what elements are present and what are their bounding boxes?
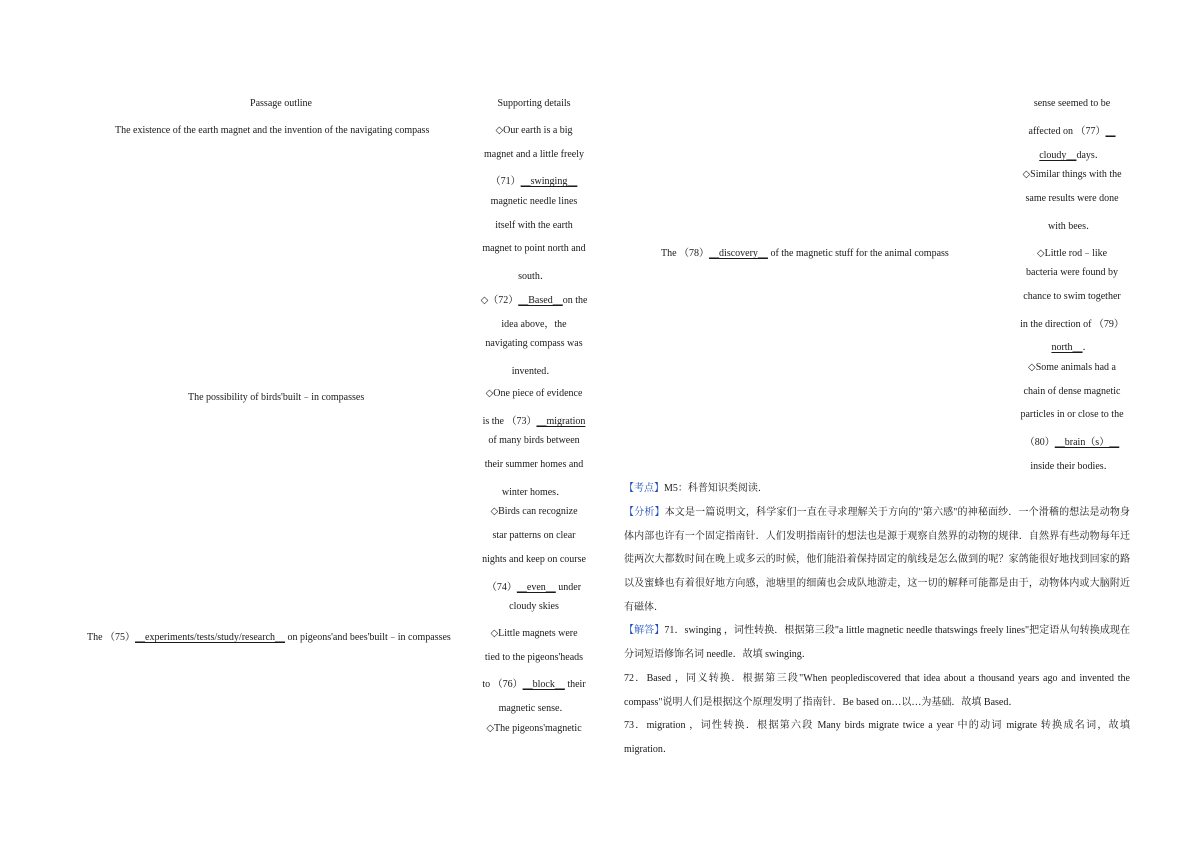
- jieda-tag: 【解答】: [624, 625, 665, 636]
- detail-line: tied to the pigeons'heads: [484, 652, 584, 663]
- answer-73: __migration: [536, 416, 586, 427]
- detail-line-74: （74）__even__ under: [486, 582, 582, 593]
- detail-line-73: is the （73）__migration: [482, 416, 586, 427]
- detail-line: winter homes．: [501, 487, 567, 498]
- answer-74: __even__: [516, 582, 556, 593]
- answer-76: __block__: [522, 679, 565, 690]
- detail-line: their summer homes and: [484, 459, 584, 470]
- jieda-section: 【解答】71．swinging ，词性转换．根据第三段"a little magnetic needle thatswings freely lines"把定语从句转换成现在分词短语修饰名词 needle．故填 swinging．: [624, 625, 1131, 660]
- detail-line: magnet and a little freely: [484, 149, 584, 160]
- answer-72: __Based__: [518, 295, 563, 306]
- outline-row-2: The possibility of birds'built﹣in compasses: [188, 392, 365, 403]
- detail-line-71: （71）__swinging__: [490, 176, 578, 187]
- detail-line: navigating compass was: [485, 338, 583, 349]
- detail-line: ◇Birds can recognize: [490, 506, 578, 517]
- answer-75: __experiments/tests/study/research__: [135, 632, 286, 643]
- detail-line: ◇Our earth is a big: [495, 125, 573, 136]
- detail-line: ◇Similar things with the: [1022, 169, 1122, 180]
- outline-row-3: The （75）__experiments/tests/study/research__ on pigeons'and bees'built﹣in compasses: [87, 632, 451, 643]
- detail-line: in the direction of （79）: [1020, 319, 1124, 330]
- detail-line-77b: cloudy__days．: [1039, 150, 1105, 161]
- detail-line: sense seemed to be: [1033, 98, 1111, 109]
- detail-line: ◇The pigeons'magnetic: [486, 723, 582, 734]
- answer-71: __swinging__: [520, 176, 578, 187]
- detail-line: chain of dense magnetic: [1023, 386, 1121, 397]
- detail-line: invented．: [511, 366, 557, 377]
- header-supporting-details: Supporting details: [497, 98, 571, 109]
- outline-row-4: The （78）__discovery__ of the magnetic stuff for the animal compass: [661, 248, 949, 259]
- detail-line: ◇Some animals had a: [1028, 362, 1116, 373]
- detail-line: ◇Little magnets were: [490, 628, 578, 639]
- kaodian-tag: 【考点】: [624, 483, 664, 494]
- detail-line-79: north__．: [1051, 342, 1093, 353]
- header-passage-outline: Passage outline: [250, 98, 312, 109]
- detail-line-72: ◇（72）__Based__on the: [480, 295, 588, 306]
- detail-line: ◇One piece of evidence: [485, 388, 583, 399]
- detail-line: bacteria were found by: [1026, 267, 1118, 278]
- fenxi-section: 【分析】本文是一篇说明文，科学家们一直在寻求理解关于方向的"第六感"的神秘面纱．一个滑稽的想法是动物身体内部也许有一个固定指南针．人们发明指南针的想法也是源于观察自然界的动物的规律．自然界有些动物每年迁徙两次大都数时间在晚上或多云的时候，他们能沿着保持固定的航线是怎么做到的呢？家鸽能很好地找到回家的路以及蜜蜂也有着很好地方向感，池塘里的细菌也会成队地游走，这一切的解释可能都是由于，动物体内或大脑附近有磁体．: [624, 507, 1131, 613]
- answer-77-cont: cloudy__: [1039, 150, 1077, 161]
- detail-line: idea above，the: [501, 319, 567, 330]
- answer-80: __brain（s）__: [1054, 437, 1120, 448]
- detail-line: of many birds between: [488, 435, 580, 446]
- detail-line: magnet to point north and: [482, 243, 586, 254]
- detail-line: chance to swim together: [1023, 291, 1121, 302]
- answer-79: north__: [1051, 342, 1083, 353]
- detail-line: with bees．: [1047, 221, 1097, 232]
- detail-line-80: （80）__brain（s）__: [1024, 437, 1120, 448]
- detail-line: nights and keep on course: [482, 554, 586, 565]
- kaodian-section: 【考点】M5：科普知识类阅读．: [624, 483, 768, 494]
- answer-77: __: [1105, 126, 1116, 137]
- detail-line: itself with the earth: [495, 220, 573, 231]
- detail-line: magnetic needle lines: [490, 196, 578, 207]
- fenxi-tag: 【分析】: [624, 507, 665, 518]
- detail-line: star patterns on clear: [492, 530, 576, 541]
- jieda-73: 73．migration ，词性转换．根据第六段 Many birds migrate twice a year 中的动词 migrate 转换成名词，故填 migration．: [624, 720, 1130, 755]
- detail-line-76: to （76）__block__ their: [482, 679, 586, 690]
- detail-line: particles in or close to the: [1020, 409, 1124, 420]
- detail-line: inside their bodies．: [1030, 461, 1114, 472]
- detail-line: same results were done: [1025, 193, 1119, 204]
- detail-line: cloudy skies: [509, 601, 559, 612]
- outline-row-1: The existence of the earth magnet and the invention of the navigating compass: [115, 125, 430, 136]
- detail-line-77: affected on （77）__: [1028, 126, 1116, 137]
- detail-line: south．: [518, 271, 550, 282]
- answer-78: __discovery__: [709, 248, 768, 259]
- detail-line: ◇Little rod﹣like: [1036, 248, 1108, 259]
- jieda-72: 72．Based ，同义转换．根据第三段"When peoplediscovered that idea about a thousand years ago and invented the compass"说明人们是根据这个原理发明了指南针．Be based on…以…为基础．故填 Based．: [624, 673, 1130, 708]
- detail-line: magnetic sense．: [498, 703, 570, 714]
